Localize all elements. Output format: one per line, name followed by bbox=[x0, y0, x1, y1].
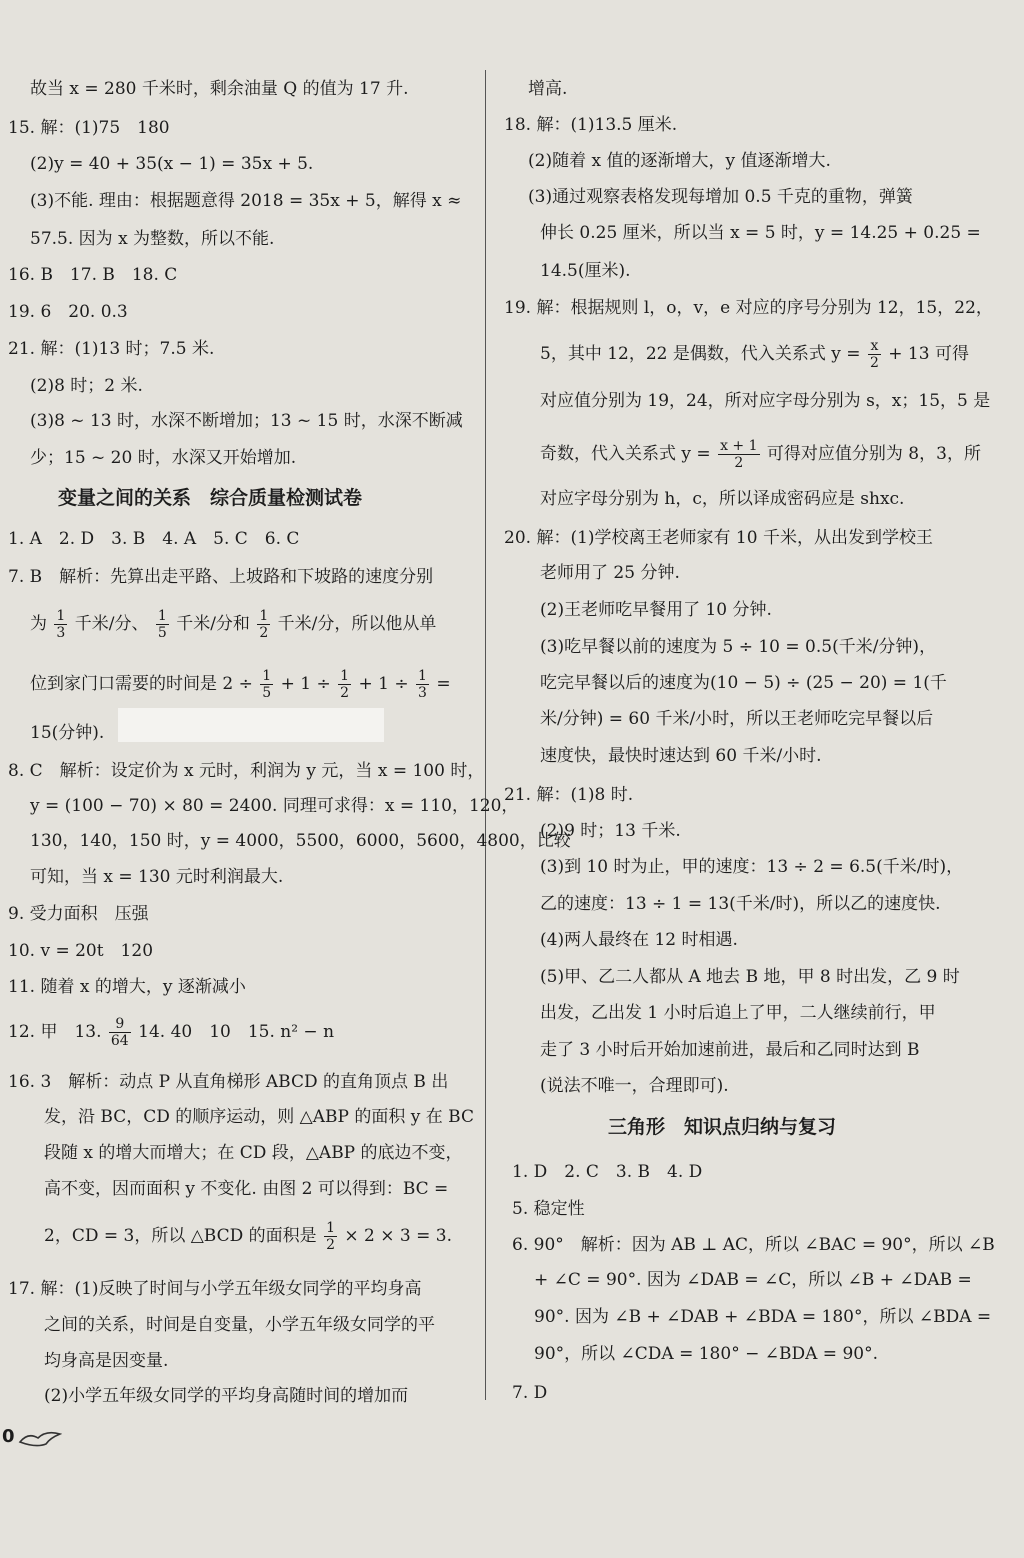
text-line-fractions: 奇数，代入关系式 y = $\frac{x + 1}{2}$ 可得对应值分别为 8，3，所 bbox=[540, 438, 981, 471]
text-line: 均身高是因变量. bbox=[44, 1351, 169, 1371]
fraction: $\frac{1}{3}$ bbox=[56, 608, 66, 641]
text-line: (3)到 10 时为止，甲的速度：13 ÷ 2 = 6.5(千米/时)， bbox=[540, 857, 964, 877]
fraction: $\frac{1}{2}$ bbox=[326, 1220, 335, 1253]
fraction: $\frac{1}{5}$ bbox=[157, 608, 167, 641]
text-line: (3)吃早餐以前的速度为 5 ÷ 10 = 0.5(千米/分钟)， bbox=[540, 637, 937, 657]
fraction: $\frac{1}{2}$ bbox=[340, 668, 350, 701]
answer-9: 9. 受力面积 压强 bbox=[8, 904, 149, 924]
text-line: 出发，乙出发 1 小时后追上了甲，二人继续前行，甲 bbox=[540, 1003, 936, 1023]
text-line: 速度快，最快时速达到 60 千米/小时. bbox=[540, 746, 822, 766]
answer-16-18: 16. B 17. B 18. C bbox=[8, 265, 178, 285]
fraction: $\frac{1}{2}$ bbox=[259, 608, 269, 641]
text-line: y = (100 − 70) × 80 = 2400. 同理可求得：x = 110，120， bbox=[30, 796, 519, 816]
text-line: 90°，所以 ∠CDA = 180° − ∠BDA = 90°. bbox=[534, 1344, 878, 1364]
redaction-patch bbox=[118, 708, 384, 742]
text-line: 乙的速度：13 ÷ 1 = 13(千米/时)，所以乙的速度快. bbox=[540, 894, 941, 914]
answer-19: 19. 解：根据规则 l，o，v，e 对应的序号分别为 12，15，22， bbox=[504, 298, 993, 318]
text-line: (4)两人最终在 12 时相遇. bbox=[540, 930, 738, 950]
fraction: $\frac{1}{5}$ bbox=[262, 668, 272, 701]
text-line: 米/分钟) = 60 千米/小时，所以王老师吃完早餐以后 bbox=[540, 709, 934, 729]
text-line: (说法不唯一，合理即可). bbox=[540, 1076, 729, 1096]
text-line: 对应值分别为 19，24，所对应字母分别为 s，x；15，5 是 bbox=[540, 391, 991, 411]
text-line-fractions: 5，其中 12，22 是偶数，代入关系式 y = $\frac{x}{2}$ + 13 可得 bbox=[540, 338, 969, 371]
text-line-fractions: 2，CD = 3，所以 △BCD 的面积是 $\frac{1}{2}$ × 2 × 3 = 3. bbox=[44, 1220, 452, 1253]
text-line: (2)8 时；2 米. bbox=[30, 376, 143, 396]
text-line: 吃完早餐以后的速度为(10 − 5) ÷ (25 − 20) = 1(千 bbox=[540, 673, 947, 693]
page-number: 0 bbox=[2, 1426, 15, 1447]
answer-18: 18. 解：(1)13.5 厘米. bbox=[504, 115, 678, 135]
text-line: 之间的关系，时间是自变量，小学五年级女同学的平 bbox=[44, 1315, 435, 1335]
answer-19-20: 19. 6 20. 0.3 bbox=[8, 302, 128, 322]
text-line: 130，140，150 时，y = 4000，5500，6000，5600，4800，比较 bbox=[30, 831, 571, 851]
text-line: (2)9 时；13 千米. bbox=[540, 821, 681, 841]
text-line: 伸长 0.25 厘米，所以当 x = 5 时，y = 14.25 + 0.25 = bbox=[540, 223, 981, 243]
text-line: 故当 x = 280 千米时，剩余油量 Q 的值为 17 升. bbox=[30, 79, 409, 99]
answer-5: 5. 稳定性 bbox=[512, 1199, 585, 1219]
text-line: (3)不能. 理由：根据题意得 2018 = 35x + 5，解得 x ≈ bbox=[30, 191, 462, 211]
answer-1-6: 1. A 2. D 3. B 4. A 5. C 6. C bbox=[8, 529, 300, 549]
text-line: + ∠C = 90°. 因为 ∠DAB = ∠C，所以 ∠B + ∠DAB = bbox=[534, 1270, 972, 1290]
answer-11: 11. 随着 x 的增大，y 逐渐减小 bbox=[8, 977, 246, 997]
answer-20: 20. 解：(1)学校离王老师家有 10 千米，从出发到学校王 bbox=[504, 528, 933, 548]
text-line: (5)甲、乙二人都从 A 地去 B 地，甲 8 时出发，乙 9 时 bbox=[540, 967, 960, 987]
text-line: (2)小学五年级女同学的平均身高随时间的增加而 bbox=[44, 1386, 409, 1406]
column-divider bbox=[485, 70, 486, 1400]
fraction: $\frac{1}{3}$ bbox=[418, 668, 427, 701]
text-line: 可知，当 x = 130 元时利润最大. bbox=[30, 867, 284, 887]
answer-16: 16. 3 解析：动点 P 从直角梯形 ABCD 的直角顶点 B 出 bbox=[8, 1072, 449, 1092]
answer-1-4: 1. D 2. C 3. B 4. D bbox=[512, 1162, 703, 1182]
text-line-fractions: 为 $\frac{1}{3}$ 千米/分、 $\frac{1}{5}$ 千米/分和 $\frac{1}{2}$ 千米/分，所以他从单 bbox=[30, 608, 437, 641]
text-line-fractions: 位到家门口需要的时间是 2 ÷ $\frac{1}{5}$ + 1 ÷ $\frac{1}{2}$ + 1 ÷ $\frac{1}{3}$ = bbox=[30, 668, 451, 701]
answer-7: 7. D bbox=[512, 1383, 548, 1403]
answer-7: 7. B 解析：先算出走平路、上坡路和下坡路的速度分别 bbox=[8, 567, 434, 587]
text-line: (2)随着 x 值的逐渐增大，y 值逐渐增大. bbox=[528, 151, 831, 171]
text-line: 高不变，因而面积 y 不变化. 由图 2 可以得到：BC = bbox=[44, 1179, 449, 1199]
answer-8: 8. C 解析：设定价为 x 元时，利润为 y 元，当 x = 100 时， bbox=[8, 761, 485, 781]
text-line: 少；15 ~ 20 时，水深又开始增加. bbox=[30, 448, 297, 468]
text-line: 90°. 因为 ∠B + ∠DAB + ∠BDA = 180°，所以 ∠BDA = bbox=[534, 1307, 992, 1327]
answer-10: 10. v = 20t 120 bbox=[8, 941, 154, 961]
answer-15: 15. 解：(1)75 180 bbox=[8, 118, 170, 138]
text-line: 57.5. 因为 x 为整数，所以不能. bbox=[30, 229, 275, 249]
text-line: 走了 3 小时后开始加速前进，最后和乙同时达到 B bbox=[540, 1040, 920, 1060]
text-line: 老师用了 25 分钟. bbox=[540, 563, 680, 583]
fraction: $\frac{x}{2}$ bbox=[869, 338, 879, 371]
text-line: (3)通过观察表格发现每增加 0.5 千克的重物，弹簧 bbox=[528, 187, 913, 207]
text-line: 对应字母分别为 h，c，所以译成密码应是 shxc. bbox=[540, 489, 905, 509]
answer-6: 6. 90° 解析：因为 AB ⊥ AC，所以 ∠BAC = 90°，所以 ∠B bbox=[512, 1235, 995, 1255]
text-line: 14.5(厘米). bbox=[540, 261, 631, 281]
text-line: (3)8 ~ 13 时，水深不断增加；13 ~ 15 时，水深不断减 bbox=[30, 411, 463, 431]
answer-21: 21. 解：(1)8 时. bbox=[504, 785, 634, 805]
answer-21: 21. 解：(1)13 时；7.5 米. bbox=[8, 339, 215, 359]
fraction: $\frac{9}{64}$ bbox=[110, 1016, 129, 1049]
text-line: 发，沿 BC，CD 的顺序运动，则 △ABP 的面积 y 在 BC bbox=[44, 1107, 474, 1127]
text-line: (2)y = 40 + 35(x − 1) = 35x + 5. bbox=[30, 154, 314, 174]
text-line: 增高. bbox=[528, 79, 568, 99]
fraction: $\frac{x + 1}{2}$ bbox=[720, 438, 758, 471]
text-line: 段随 x 的增大而增大；在 CD 段，△ABP 的底边不变， bbox=[44, 1143, 463, 1163]
answer-12-15: 12. 甲 13. $\frac{9}{64}$ 14. 40 10 15. n² − n bbox=[8, 1016, 335, 1049]
answer-17: 17. 解：(1)反映了时间与小学五年级女同学的平均身高 bbox=[8, 1279, 422, 1299]
text-line: (2)王老师吃早餐用了 10 分钟. bbox=[540, 600, 772, 620]
text-line: 15(分钟). bbox=[30, 723, 105, 743]
section-heading: 变量之间的关系 综合质量检测试卷 bbox=[58, 487, 363, 509]
section-heading: 三角形 知识点归纳与复习 bbox=[608, 1116, 837, 1138]
decorative-bird-icon bbox=[18, 1428, 62, 1448]
